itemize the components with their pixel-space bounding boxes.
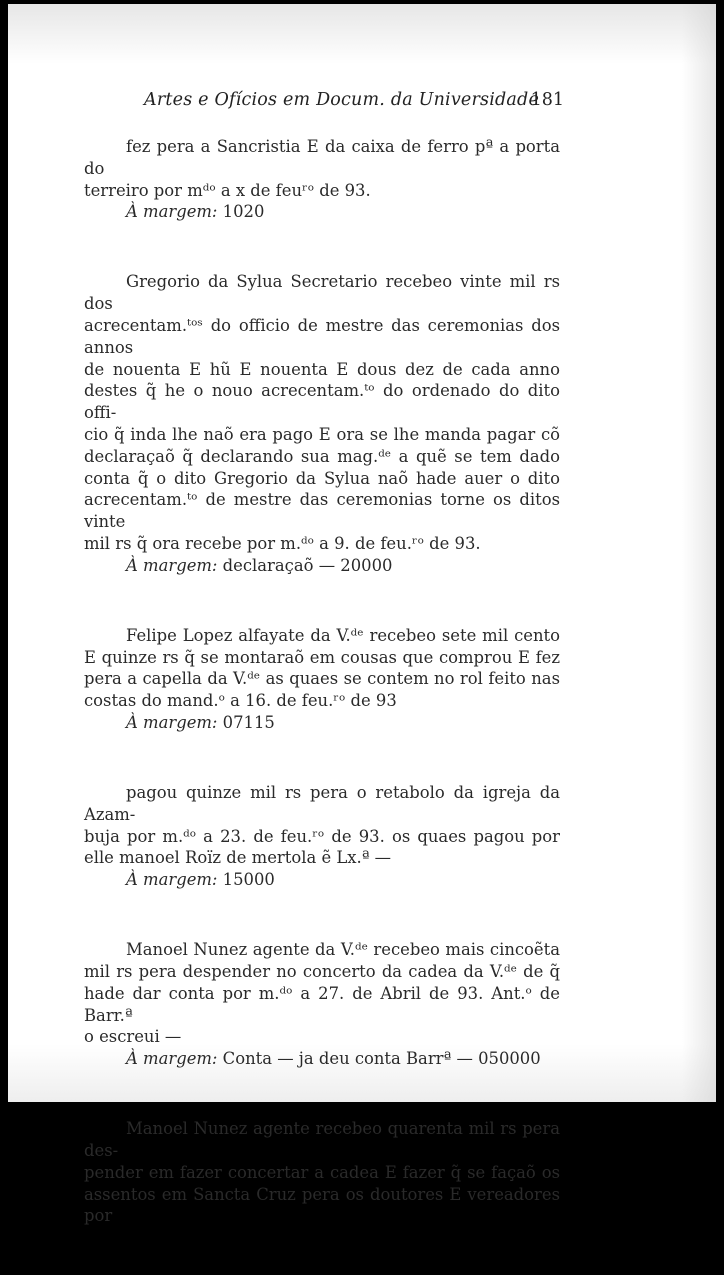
entry-1: [84, 136, 560, 223]
entry-line: mil rs pera despender no concerto da cadea da V.ᵈᵉ de q̃: [84, 961, 560, 981]
document-page: [8, 4, 716, 1226]
entry-line: pera a capella da V.ᵈᵉ as quaes se contem no rol feito nas: [84, 669, 560, 689]
margin-note: [84, 555, 560, 577]
entry-line: Gregorio da Sylua Secretario recebeo vinte mil rs dos: [84, 272, 560, 314]
entry-line: Felipe Lopez alfayate da V.ᵈᵉ recebeo sete mil cento: [126, 625, 560, 645]
entry-line: acrecentam.ᵗᵒˢ do officio de mestre das ceremonias dos annos: [84, 315, 560, 357]
entry-4: [84, 782, 560, 891]
margin-value: Conta — ja deu conta Barrª — 050000: [222, 1049, 541, 1069]
margin-label: À margem:: [126, 712, 218, 732]
margin-value: 1020: [222, 202, 265, 222]
margin-note: [84, 712, 560, 734]
margin-label: À margem:: [126, 870, 218, 890]
entry-line: conta q̃ o dito Gregorio da Sylua naõ hade auer o dito: [84, 468, 560, 488]
entry-line: mil rs q̃ ora recebe por m.ᵈᵒ a 9. de feu.ʳᵒ de 93.: [84, 533, 481, 553]
entry-line: E quinze rs q̃ se montaraõ em cousas que comprou E fez: [84, 647, 560, 667]
entry-line: Manoel Nunez agente recebeo quarenta mil rs pera des-: [84, 1119, 560, 1160]
entry-line: costas do mand.ᵒ a 16. de feu.ʳᵒ de 93: [84, 691, 397, 711]
entry-3: [84, 625, 560, 734]
margin-value: 07115: [222, 712, 275, 732]
entry-line: buja por m.ᵈᵒ a 23. de feu.ʳᵒ de 93. os quaes pagou por: [84, 826, 560, 846]
entry-line: elle manoel Roïz de mertola ẽ Lx.ª —: [84, 848, 392, 868]
entry-line: cio q̃ inda lhe naõ era pago E ora se lhe manda pagar cõ: [84, 424, 560, 444]
entry-line: hade dar conta por m.ᵈᵒ a 27. de Abril de 93. Ant.ᵒ de Barr.ª: [84, 983, 560, 1025]
entry-line: destes q̃ he o nouo acrecentam.ᵗᵒ do ordenado do dito offi-: [84, 381, 560, 423]
margin-label: À margem:: [126, 202, 218, 222]
entry-line: terreiro por mᵈᵒ a x de feuʳᵒ de 93.: [84, 180, 371, 200]
entry-line: acrecentam.ᵗᵒ de mestre das ceremonias torne os ditos vinte: [84, 490, 560, 532]
running-header: [144, 90, 564, 120]
margin-note: [84, 869, 560, 891]
entry-line: pender em fazer concertar a cadea E fazer q̃ se façaõ os: [84, 1162, 560, 1182]
entry-line: fez pera a Sancristia E da caixa de ferro pª a porta do: [84, 137, 560, 178]
entry-6: [84, 1118, 560, 1227]
entry-2: [84, 271, 560, 576]
entry-line: Manoel Nunez agente da V.ᵈᵉ recebeo mais cincoẽta: [126, 940, 560, 960]
entry-line: o escreui —: [84, 1027, 182, 1047]
document-body: [84, 136, 560, 1275]
entry-line: pagou quinze mil rs pera o retabolo da igreja da Azam-: [84, 782, 560, 824]
page-number: 181: [530, 90, 564, 110]
margin-value: declaraçaõ — 20000: [222, 555, 393, 575]
margin-value: 15000: [222, 870, 275, 890]
entry-5: [84, 939, 560, 1070]
entry-line: assentos em Sancta Cruz pera os doutores E vereadores por: [84, 1184, 560, 1226]
margin-note: [84, 1048, 560, 1070]
entry-line: de nouenta E hũ E nouenta E dous dez de cada anno: [84, 359, 560, 379]
header-title: Artes e Ofícios em Docum. da Universidade: [144, 90, 540, 110]
margin-label: À margem:: [126, 555, 218, 575]
margin-label: À margem:: [126, 1049, 218, 1069]
margin-note: [84, 201, 560, 223]
entry-line: declaraçaõ q̃ declarando sua mag.ᵈᵉ a quẽ se tem dado: [84, 446, 560, 466]
